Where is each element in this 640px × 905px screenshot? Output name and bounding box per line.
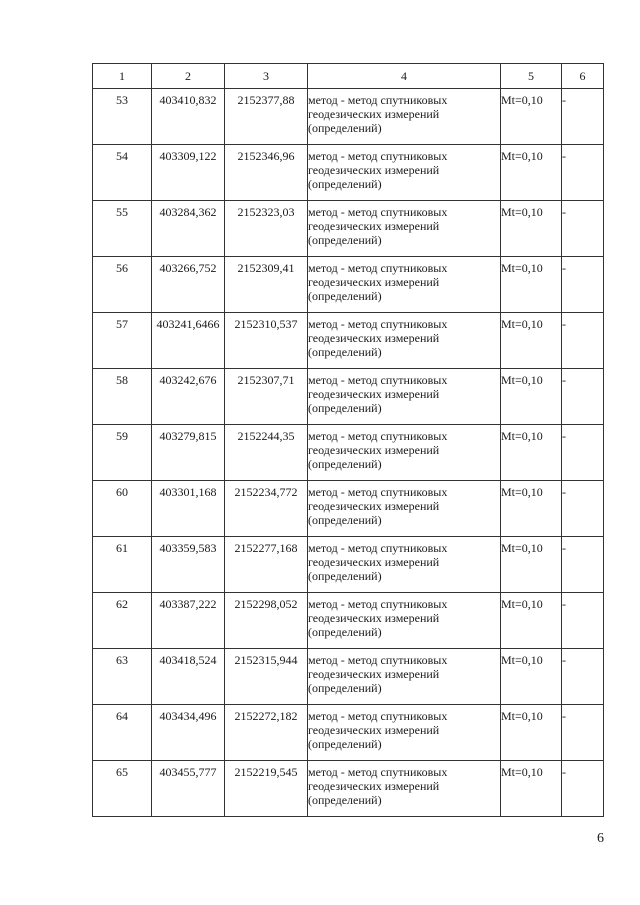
accuracy-cell: Mt=0,10 [501,593,562,649]
y-coordinate-cell: 2152234,772 [225,481,308,537]
x-coordinate-cell: 403284,362 [152,201,225,257]
table-row [93,257,604,313]
header-col-3: 3 [225,64,308,89]
header-col-6: 6 [562,64,604,89]
y-coordinate-cell: 2152298,052 [225,593,308,649]
y-coordinate-cell: 2152377,88 [225,89,308,145]
x-coordinate-cell: 403455,777 [152,761,225,817]
table-body [93,89,604,817]
accuracy-cell: Mt=0,10 [501,537,562,593]
page-number: 6 [597,831,604,846]
point-number-cell: 54 [93,145,152,201]
method-cell: метод - метод спутниковых геодезических измерений (определений) [308,537,501,593]
extra-cell: - [562,201,604,257]
point-number-cell: 53 [93,89,152,145]
point-number-cell: 55 [93,201,152,257]
x-coordinate-cell: 403387,222 [152,593,225,649]
y-coordinate-cell: 2152219,545 [225,761,308,817]
extra-cell: - [562,593,604,649]
extra-cell: - [562,761,604,817]
method-cell: метод - метод спутниковых геодезических измерений (определений) [308,369,501,425]
y-coordinate-cell: 2152309,41 [225,257,308,313]
y-coordinate-cell: 2152310,537 [225,313,308,369]
y-coordinate-cell: 2152346,96 [225,145,308,201]
extra-cell: - [562,649,604,705]
x-coordinate-cell: 403242,676 [152,369,225,425]
x-coordinate-cell: 403309,122 [152,145,225,201]
extra-cell: - [562,89,604,145]
table-row [93,369,604,425]
method-cell: метод - метод спутниковых геодезических измерений (определений) [308,481,501,537]
method-cell: метод - метод спутниковых геодезических измерений (определений) [308,89,501,145]
x-coordinate-cell: 403279,815 [152,425,225,481]
coordinates-table [92,63,604,817]
accuracy-cell: Mt=0,10 [501,313,562,369]
header-col-4: 4 [308,64,501,89]
accuracy-cell: Mt=0,10 [501,761,562,817]
table-row [93,313,604,369]
y-coordinate-cell: 2152315,944 [225,649,308,705]
method-cell: метод - метод спутниковых геодезических измерений (определений) [308,257,501,313]
table-row [93,593,604,649]
method-cell: метод - метод спутниковых геодезических измерений (определений) [308,313,501,369]
point-number-cell: 61 [93,537,152,593]
table-row [93,201,604,257]
extra-cell: - [562,257,604,313]
extra-cell: - [562,481,604,537]
header-col-2: 2 [152,64,225,89]
y-coordinate-cell: 2152323,03 [225,201,308,257]
header-col-5: 5 [501,64,562,89]
accuracy-cell: Mt=0,10 [501,705,562,761]
extra-cell: - [562,369,604,425]
point-number-cell: 57 [93,313,152,369]
table-row [93,537,604,593]
table-header-row [93,64,604,89]
y-coordinate-cell: 2152277,168 [225,537,308,593]
extra-cell: - [562,145,604,201]
table-row [93,89,604,145]
method-cell: метод - метод спутниковых геодезических измерений (определений) [308,593,501,649]
table-row [93,425,604,481]
x-coordinate-cell: 403241,6466 [152,313,225,369]
x-coordinate-cell: 403418,524 [152,649,225,705]
method-cell: метод - метод спутниковых геодезических измерений (определений) [308,201,501,257]
method-cell: метод - метод спутниковых геодезических измерений (определений) [308,145,501,201]
table-row [93,761,604,817]
point-number-cell: 62 [93,593,152,649]
point-number-cell: 56 [93,257,152,313]
accuracy-cell: Mt=0,10 [501,257,562,313]
point-number-cell: 64 [93,705,152,761]
extra-cell: - [562,705,604,761]
y-coordinate-cell: 2152244,35 [225,425,308,481]
accuracy-cell: Mt=0,10 [501,481,562,537]
method-cell: метод - метод спутниковых геодезических измерений (определений) [308,761,501,817]
accuracy-cell: Mt=0,10 [501,649,562,705]
accuracy-cell: Mt=0,10 [501,369,562,425]
extra-cell: - [562,313,604,369]
x-coordinate-cell: 403359,583 [152,537,225,593]
table-row [93,649,604,705]
x-coordinate-cell: 403266,752 [152,257,225,313]
point-number-cell: 65 [93,761,152,817]
table-row [93,481,604,537]
y-coordinate-cell: 2152307,71 [225,369,308,425]
table-row [93,705,604,761]
point-number-cell: 60 [93,481,152,537]
method-cell: метод - метод спутниковых геодезических измерений (определений) [308,705,501,761]
extra-cell: - [562,537,604,593]
accuracy-cell: Mt=0,10 [501,425,562,481]
method-cell: метод - метод спутниковых геодезических измерений (определений) [308,425,501,481]
point-number-cell: 58 [93,369,152,425]
accuracy-cell: Mt=0,10 [501,201,562,257]
method-cell: метод - метод спутниковых геодезических измерений (определений) [308,649,501,705]
header-col-1: 1 [93,64,152,89]
x-coordinate-cell: 403410,832 [152,89,225,145]
table-row [93,145,604,201]
accuracy-cell: Mt=0,10 [501,89,562,145]
point-number-cell: 63 [93,649,152,705]
accuracy-cell: Mt=0,10 [501,145,562,201]
x-coordinate-cell: 403434,496 [152,705,225,761]
point-number-cell: 59 [93,425,152,481]
x-coordinate-cell: 403301,168 [152,481,225,537]
extra-cell: - [562,425,604,481]
y-coordinate-cell: 2152272,182 [225,705,308,761]
